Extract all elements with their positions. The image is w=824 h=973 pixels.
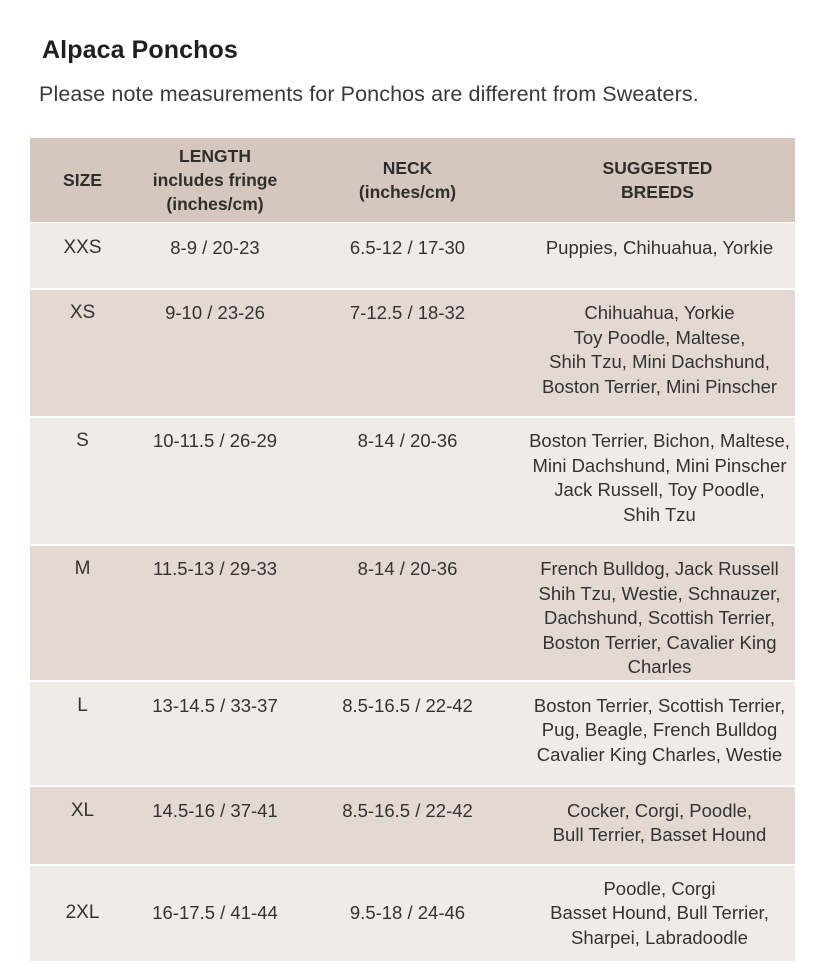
size-chart-table: [30, 138, 795, 963]
size-cell: XL: [30, 786, 135, 865]
table-row: [30, 865, 795, 962]
table-row: [30, 223, 795, 290]
size-cell: M: [30, 545, 135, 681]
neck-cell: 8.5-16.5 / 22-42: [295, 681, 520, 786]
table-row: [30, 417, 795, 545]
neck-cell: 8.5-16.5 / 22-42: [295, 786, 520, 865]
table-row: [30, 786, 795, 865]
length-cell: 8-9 / 20-23: [135, 223, 295, 290]
table-row: [30, 289, 795, 417]
header-breeds: SUGGESTED BREEDS: [520, 138, 795, 223]
neck-cell: 7-12.5 / 18-32: [295, 289, 520, 417]
header-length: LENGTH includes fringe (inches/cm): [135, 138, 295, 223]
neck-cell: 9.5-18 / 24-46: [295, 865, 520, 962]
table-row: [30, 681, 795, 786]
breeds-cell: Cocker, Corgi, Poodle, Bull Terrier, Basset Hound: [520, 786, 795, 865]
breeds-cell: French Bulldog, Jack Russell Shih Tzu, Westie, Schnauzer, Dachshund, Scottish Terrier, Boston Terrier, Cavalier King Charles: [520, 545, 795, 681]
table-row: [30, 545, 795, 681]
length-cell: 11.5-13 / 29-33: [135, 545, 295, 681]
length-cell: 10-11.5 / 26-29: [135, 417, 295, 545]
header-size: SIZE: [30, 138, 135, 223]
size-cell: L: [30, 681, 135, 786]
header-neck: NECK (inches/cm): [295, 138, 520, 223]
size-cell: 2XL: [30, 865, 135, 962]
neck-cell: 6.5-12 / 17-30: [295, 223, 520, 290]
length-cell: 14.5-16 / 37-41: [135, 786, 295, 865]
length-cell: 16-17.5 / 41-44: [135, 865, 295, 962]
breeds-cell: Poodle, Corgi Basset Hound, Bull Terrier, Sharpei, Labradoodle: [520, 865, 795, 962]
neck-cell: 8-14 / 20-36: [295, 545, 520, 681]
breeds-cell: Boston Terrier, Scottish Terrier, Pug, Beagle, French Bulldog Cavalier King Charles, Westie: [520, 681, 795, 786]
page-subtitle: Please note measurements for Ponchos are different from Sweaters.: [39, 82, 699, 106]
size-cell: S: [30, 417, 135, 545]
length-cell: 13-14.5 / 33-37: [135, 681, 295, 786]
breeds-cell: Chihuahua, Yorkie Toy Poodle, Maltese, Shih Tzu, Mini Dachshund, Boston Terrier, Mini Pinscher: [520, 289, 795, 417]
size-cell: XS: [30, 289, 135, 417]
table-header-row: [30, 138, 795, 223]
neck-cell: 8-14 / 20-36: [295, 417, 520, 545]
length-cell: 9-10 / 23-26: [135, 289, 295, 417]
page-title: Alpaca Ponchos: [42, 36, 238, 64]
breeds-cell: Puppies, Chihuahua, Yorkie: [520, 223, 795, 290]
size-cell: XXS: [30, 223, 135, 290]
breeds-cell: Boston Terrier, Bichon, Maltese, Mini Dachshund, Mini Pinscher Jack Russell, Toy Poodle, Shih Tzu: [520, 417, 795, 545]
